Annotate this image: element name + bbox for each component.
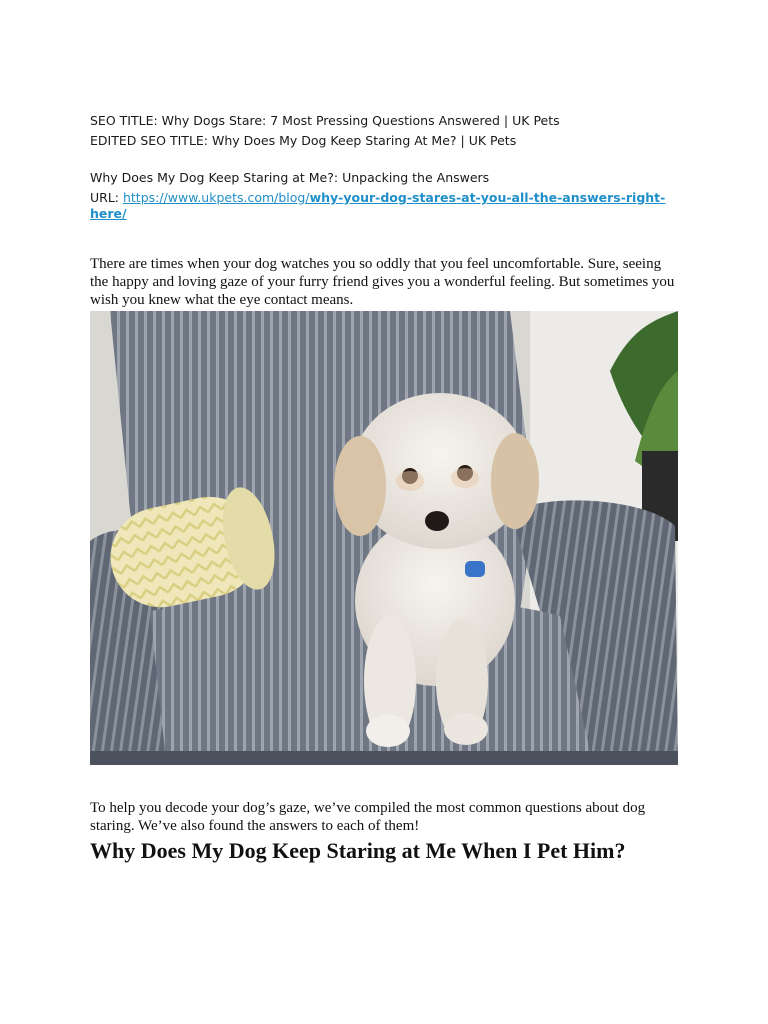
post-title: Why Does My Dog Keep Staring at Me?: Unpacking the Answers (90, 170, 490, 185)
intro-paragraph: There are times when your dog watches you so oddly that you feel uncomfortable. Sure, seeing the happy and loving gaze of your furry friend gives you a wonderful feeling. But sometimes you wish you knew what the eye contact means. (90, 256, 675, 308)
url-label: URL: (90, 190, 123, 205)
url-line (90, 190, 678, 222)
section-heading: Why Does My Dog Keep Staring at Me When I Pet Him? (90, 838, 626, 863)
url-base: https://www.ukpets.com/blog/ (122, 190, 310, 205)
edited-seo-title: EDITED SEO TITLE: Why Does My Dog Keep Staring At Me? | UK Pets (90, 133, 517, 148)
outro-paragraph: To help you decode your dog’s gaze, we’ve compiled the most common questions about dog staring. We’ve also found the answers to each of them! (90, 800, 646, 834)
seo-title: SEO TITLE: Why Dogs Stare: 7 Most Pressing Questions Answered | UK Pets (90, 113, 560, 128)
dog-on-armchair-photo (90, 311, 678, 765)
url-link[interactable] (90, 190, 665, 221)
url-slug: why-your-dog-stares-at-you-all-the-answers-right-here/ (90, 190, 666, 221)
